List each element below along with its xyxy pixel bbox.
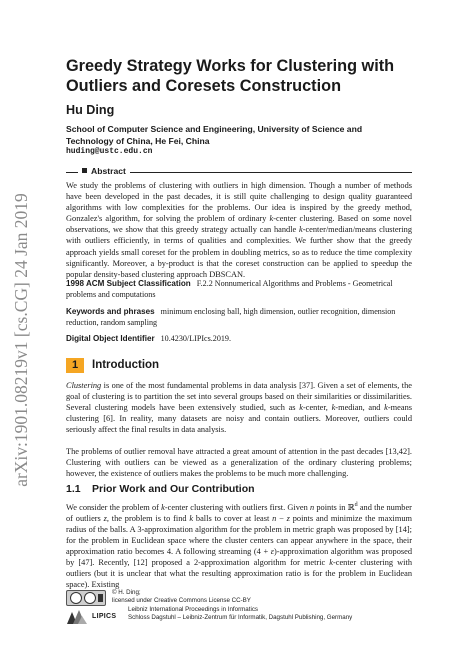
doi xyxy=(66,333,412,344)
footer-publisher: Schloss Dagstuhl – Leibniz-Zentrum für Informatik, Dagstuhl Publishing, Germany xyxy=(128,614,353,621)
footer-venue: Leibniz International Proceedings in Informatics xyxy=(128,606,259,613)
footer-license[interactable]: licensed under Creative Commons License CC-BY xyxy=(112,597,251,604)
intro-paragraph-1: Clustering is one of the most fundamental problems in data analysis [37]. Given a set of elements, the goal of clustering is to partition the set into several groups based on their similarities or dissimilarities. Several clustering models have been extensively studied, such as k-center, k-median, and k-means clustering [6]. In reality, many datasets are noisy and contain outliers. Moreover, outliers could seriously affect the final results in data analysis. xyxy=(66,381,412,435)
subsection-title: Prior Work and Our Contribution xyxy=(92,483,255,495)
keywords xyxy=(66,306,412,328)
acm-text: F.2.2 Nonnumerical Algorithms and Problems - Geometrical problems and computations xyxy=(66,279,393,300)
author-affiliation: School of Computer Science and Engineering, University of Science and Technology of China, He Fei, China xyxy=(66,124,363,146)
paper-title: Greedy Strategy Works for Clustering with Outliers and Coresets Construction xyxy=(66,57,395,95)
prior-work-paragraph: We consider the problem of k-center clustering with outliers first. Given n points in ℝ$^d$ and the number of outliers z, the problem is to find k balls to cover at least n − z points and minimize the maximum radius of the balls. A 3-approximation algorithm for the problem in metric graph was proposed by [14]; for the problem in Euclidean space where the cluster centers can appear anywhere in the space, their approximation ratio becomes 4. A following streaming (4 + ε)-approximation algorithm was proposed by [47]. Recently, [12] proposed a 2-approximation algorithm for metric k-center clustering with outliers (but it is unclear that what the resulting approximation ratio is for the problem in Euclidean space). Existing xyxy=(66,502,412,590)
doi-text[interactable]: 10.4230/LIPIcs.2019. xyxy=(160,334,231,343)
lipics-logo-icon xyxy=(66,609,88,625)
abstract-body: We study the problems of clustering with outliers in high dimension. Though a number of methods have been developed in the past decades, it is still quite challenging to design quality guaranteed algorithms with low complexities for the problems. Our idea is inspired by the greedy method, Gonzalez's algorithm, for solving the problem of ordinary k-center clustering. Based on some novel observations, we show that this greedy strategy actually can handle k-center/median/means clustering with outliers efficiently, in terms of qualities and complexities. We further show that the greedy approach yields small coreset for the problem in doubling metrics, so as to reduce the time complexity significantly. Moreover, a by-product is that the coreset construction can be applied to speedup the popular density-based clustering approach DBSCAN. xyxy=(66,181,413,279)
arxiv-side-stamp xyxy=(8,170,34,510)
abstract-heading xyxy=(78,166,130,176)
author-email[interactable]: huding@ustc.edu.cn xyxy=(66,147,153,156)
intro-paragraph-2: The problems of outlier removal have attracted a great amount of attention in the past decades [13,42]. Clustering with outliers can be viewed as a generalization of the ordinary clustering problems; however, the existence of outliers makes the problems to be much more challenging. xyxy=(66,447,412,479)
lipics-wordmark: LIPICS xyxy=(92,613,117,620)
acm-label: 1998 ACM Subject Classification xyxy=(66,279,191,288)
abstract-heading-label: Abstract xyxy=(91,166,126,176)
footer-copyright: © H. Ding; xyxy=(112,589,141,596)
author-name: Hu Ding xyxy=(66,103,115,117)
doi-label: Digital Object Identifier xyxy=(66,334,155,343)
square-bullet-icon xyxy=(82,168,87,173)
keywords-text: minimum enclosing ball, high dimension, outlier recognition, dimension reduction, random sampling xyxy=(66,307,396,328)
section-number-badge: 1 xyxy=(66,358,84,373)
keywords-label: Keywords and phrases xyxy=(66,307,155,316)
subsection-number: 1.1 xyxy=(66,483,81,495)
creative-commons-icon xyxy=(66,590,106,606)
acm-classification xyxy=(66,278,412,300)
arxiv-identifier: arXiv:1901.08219v1 [cs.CG] 24 Jan 2019 xyxy=(11,193,31,487)
section-title: Introduction xyxy=(92,359,160,371)
